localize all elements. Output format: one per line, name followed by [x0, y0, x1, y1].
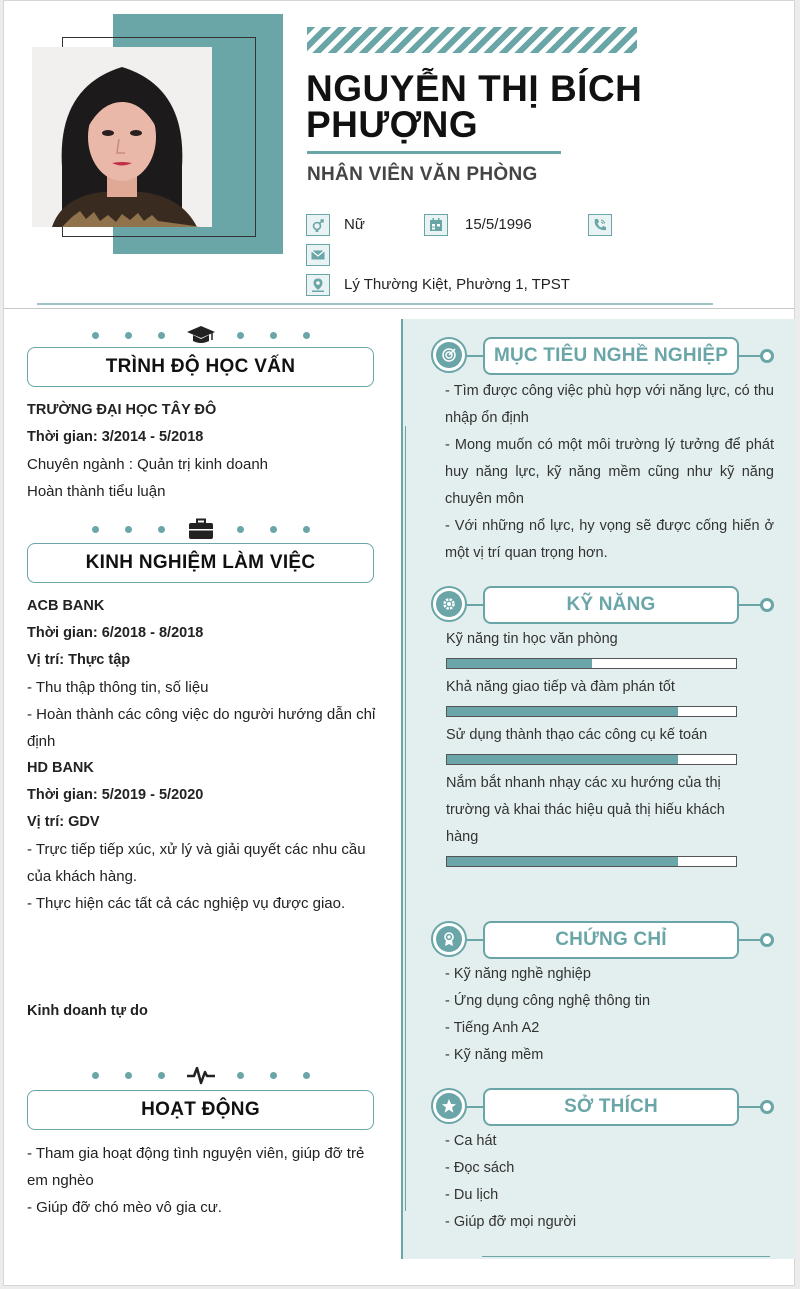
job-task: - Trực tiếp tiếp xúc, xử lý và giải quyết các nhu cầu của khách hàng.: [27, 841, 366, 885]
bottom-rule: [482, 1256, 770, 1257]
freelance-label: [27, 998, 377, 1025]
header-divider: [4, 308, 794, 309]
skill-name: Khả năng giao tiếp và đàm phán tốt: [446, 679, 675, 695]
address-value: Lý Thường Kiệt, Phường 1, TPST: [344, 276, 570, 293]
job-position: Vị trí: Thực tập: [27, 652, 131, 668]
heading-connector: [467, 355, 483, 357]
education-divider: [27, 323, 374, 347]
job-task: - Thực hiện các tất cả các nghiệp vụ được giao.: [27, 895, 346, 912]
skills-heading: KỸ NĂNG: [483, 586, 739, 624]
skill-name: Kỹ năng tin học văn phòng: [446, 631, 618, 647]
education-major: Chuyên ngành : Quản trị kinh doanh: [27, 456, 269, 473]
school-name: TRƯỜNG ĐẠI HỌC TÂY ĐÔ: [27, 402, 217, 418]
certificate-item: - Kỹ năng nghề nghiệp: [445, 966, 591, 982]
objective-item: - Tìm được công việc phù hợp với năng lực, có thu nhập ổn định: [445, 383, 774, 426]
name-line-2: PHƯỢNG: [306, 104, 479, 145]
heading-connector: [739, 1106, 761, 1108]
certificates-heading: CHỨNG CHỈ: [483, 921, 739, 959]
email-icon: [306, 244, 330, 266]
skill-bar-fill: [447, 707, 678, 716]
hobby-item: - Ca hát: [445, 1133, 497, 1149]
heading-end-ring: [760, 1100, 774, 1114]
job-company: HD BANK: [27, 760, 94, 776]
activities-divider: [27, 1063, 374, 1087]
heartbeat-icon: [186, 1064, 216, 1086]
objective-content: [445, 378, 774, 567]
heading-end-ring: [760, 349, 774, 363]
activity-item: - Giúp đỡ chó mèo vô gia cư.: [27, 1199, 222, 1216]
education-content: [27, 397, 377, 505]
gear-icon: [441, 596, 457, 612]
heading-connector: [739, 939, 761, 941]
hobby-item: - Đọc sách: [445, 1160, 515, 1176]
objective-item: - Với những nổ lực, hy vọng sẽ được cống hiến ở một vị trí quan trọng hơn.: [445, 518, 774, 561]
right-column-border: [401, 319, 403, 1259]
education-heading: TRÌNH ĐỘ HỌC VẤN: [27, 347, 374, 387]
skill-bar-fill: [447, 755, 678, 764]
gender-icon: [306, 214, 330, 236]
job-task: - Hoàn thành các công việc do người hướng dẫn chỉ định: [27, 706, 376, 750]
skill-bar: [446, 706, 737, 717]
job-time: Thời gian: 6/2018 - 8/2018: [27, 625, 204, 641]
header-hatch-decoration: [307, 27, 637, 53]
gender-value: Nữ: [344, 216, 365, 233]
birthdate-value: 15/5/1996: [465, 216, 532, 233]
location-icon: [306, 274, 330, 296]
job-position: Vị trí: GDV: [27, 814, 100, 830]
job-company: ACB BANK: [27, 598, 105, 614]
skill-bar: [446, 658, 737, 669]
heading-end-ring: [760, 933, 774, 947]
freelance-text: Kinh doanh tự do: [27, 1003, 148, 1019]
name-underline: [307, 151, 561, 154]
target-icon: [441, 347, 457, 363]
heading-connector: [739, 604, 761, 606]
phone-icon: [588, 214, 612, 236]
skill-bar-fill: [447, 857, 678, 866]
experience-content: [27, 593, 377, 917]
hobbies-heading: SỞ THÍCH: [483, 1088, 739, 1126]
skill-bar: [446, 754, 737, 765]
activities-content: [27, 1140, 377, 1221]
resume-page: [3, 0, 795, 1286]
certificate-item: - Kỹ năng mềm: [445, 1047, 544, 1063]
star-icon: [441, 1098, 457, 1114]
hobby-item: - Giúp đỡ mọi người: [445, 1214, 577, 1230]
skill-bar: [446, 856, 737, 867]
objective-heading: MỤC TIÊU NGHỀ NGHIỆP: [483, 337, 739, 375]
heading-connector: [467, 604, 483, 606]
heading-connector: [467, 939, 483, 941]
job-time: Thời gian: 5/2019 - 5/2020: [27, 787, 204, 803]
award-icon: [441, 931, 457, 947]
job-title: NHÂN VIÊN VĂN PHÒNG: [307, 164, 538, 185]
activity-item: - Tham gia hoạt động tình nguyện viên, giúp đỡ trẻ em nghèo: [27, 1145, 365, 1189]
skill-bar-fill: [447, 659, 592, 668]
education-time: Thời gian: 3/2014 - 5/2018: [27, 429, 204, 445]
column-divider-line: [405, 426, 406, 1211]
heading-connector: [739, 355, 761, 357]
heading-end-ring: [760, 598, 774, 612]
activities-heading: HOẠT ĐỘNG: [27, 1090, 374, 1130]
certificate-item: - Ứng dụng công nghệ thông tin: [445, 993, 651, 1009]
certificates-badge: [431, 921, 467, 957]
certificates-content: [445, 961, 765, 1069]
skill-name: Nắm bắt nhanh nhạy các xu hướng của thị trường và khai thác hiệu quả thị hiếu khách hàng: [446, 775, 725, 845]
heading-connector: [467, 1106, 483, 1108]
education-note: Hoàn thành tiểu luận: [27, 483, 166, 500]
hobbies-content: [445, 1128, 765, 1236]
calendar-icon: [424, 214, 448, 236]
briefcase-icon: [186, 518, 216, 540]
certificate-item: - Tiếng Anh A2: [445, 1020, 540, 1036]
profile-photo: [32, 47, 212, 227]
objective-badge: [431, 337, 467, 373]
job-task: - Thu thập thông tin, số liệu: [27, 679, 209, 696]
hobbies-badge: [431, 1088, 467, 1124]
experience-heading: KINH NGHIỆM LÀM VIỆC: [27, 543, 374, 583]
name-line-1: NGUYỄN THỊ BÍCH: [306, 68, 643, 109]
graduation-cap-icon: [186, 324, 216, 346]
header-divider-teal: [37, 303, 713, 305]
hobby-item: - Du lịch: [445, 1187, 499, 1203]
candidate-name: [306, 68, 766, 145]
skill-name: Sử dụng thành thạo các công cụ kế toán: [446, 727, 708, 743]
objective-item: - Mong muốn có một môi trường lý tưởng để phát huy năng lực, kỹ năng mềm cũng như kỹ năng chuyên môn: [445, 437, 774, 507]
skills-badge: [431, 586, 467, 622]
experience-divider: [27, 517, 374, 541]
